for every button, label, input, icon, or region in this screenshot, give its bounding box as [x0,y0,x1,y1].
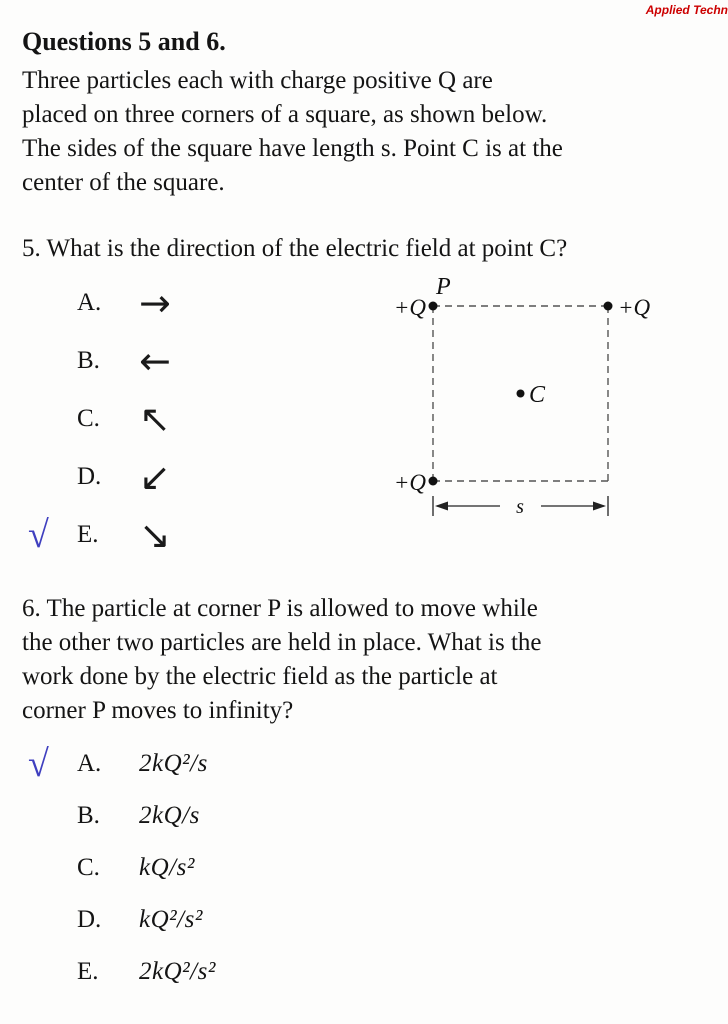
side-length-label: s [516,496,524,518]
charge-dot-top-left [429,302,438,311]
q5-body [22,274,708,564]
option-label: C. [77,405,100,432]
intro-paragraph [22,64,708,200]
option-label: D. [77,906,102,933]
charge-label-bottom-left: +Q [393,470,426,495]
option-formula: 2kQ²/s² [139,958,216,985]
q5-prompt: 5. What is the direction of the electric field at point C? [22,235,568,262]
option-label: B. [77,347,100,374]
q5-option-b [22,332,171,390]
q5-option-c [22,390,171,448]
option-label: D. [77,463,102,490]
q6-prompt-line: work done by the electric field as the particle at [22,663,498,690]
option-label: A. [77,750,102,777]
q5-option-a [22,274,171,332]
option-label: B. [77,802,100,829]
option-formula: 2kQ²/s [139,750,208,777]
q6-option-c [22,842,708,894]
down-right-arrow-icon: ↘ [139,513,171,557]
checkmark-icon: √ [28,514,49,556]
q6-option-e [22,946,708,998]
q6-option-b [22,790,708,842]
dimension-arrow-left [435,502,448,511]
charge-label-top-left: +Q [393,295,426,320]
center-point-dot [517,390,525,398]
option-label: E. [77,958,99,985]
up-left-arrow-icon: ↖ [139,397,171,441]
charge-dot-top-right [604,302,613,311]
option-label: C. [77,854,100,881]
diagram-svg [348,268,658,523]
q6-option-a [22,738,708,790]
option-formula: 2kQ/s [139,802,200,829]
option-label: A. [77,289,102,316]
q6-prompt [22,592,708,728]
down-left-arrow-icon: ↙ [139,455,171,499]
section-heading: Questions 5 and 6. [22,27,226,56]
q5-option-d [22,448,171,506]
q6-prompt-line: the other two particles are held in place. What is the [22,629,542,656]
charge-dot-bottom-left [429,477,438,486]
right-arrow-icon: → [139,281,171,325]
dimension-arrow-right [593,502,606,511]
intro-line: The sides of the square have length s. Point C is at the [22,135,563,162]
q5-options [22,274,171,564]
charge-square-diagram [348,268,658,564]
option-formula: kQ²/s² [139,906,203,933]
intro-line: Three particles each with charge positive Q are [22,67,493,94]
q6-option-d [22,894,708,946]
q6-prompt-line: corner P moves to infinity? [22,697,294,724]
point-p-label: P [436,274,451,300]
intro-line: placed on three corners of a square, as shown below. [22,101,548,128]
watermark: Applied Techn [645,3,728,17]
q5-option-e [22,506,171,564]
checkmark-icon: √ [28,743,49,785]
point-c-label: C [529,382,546,408]
q6-prompt-line: 6. The particle at corner P is allowed to move while [22,595,538,622]
charge-label-top-right: +Q [618,295,651,320]
q6-options [22,738,708,998]
option-label: E. [77,521,99,548]
left-arrow-icon: ← [139,339,171,383]
intro-line: center of the square. [22,169,225,196]
option-formula: kQ/s² [139,854,195,881]
q6-body [22,738,708,998]
